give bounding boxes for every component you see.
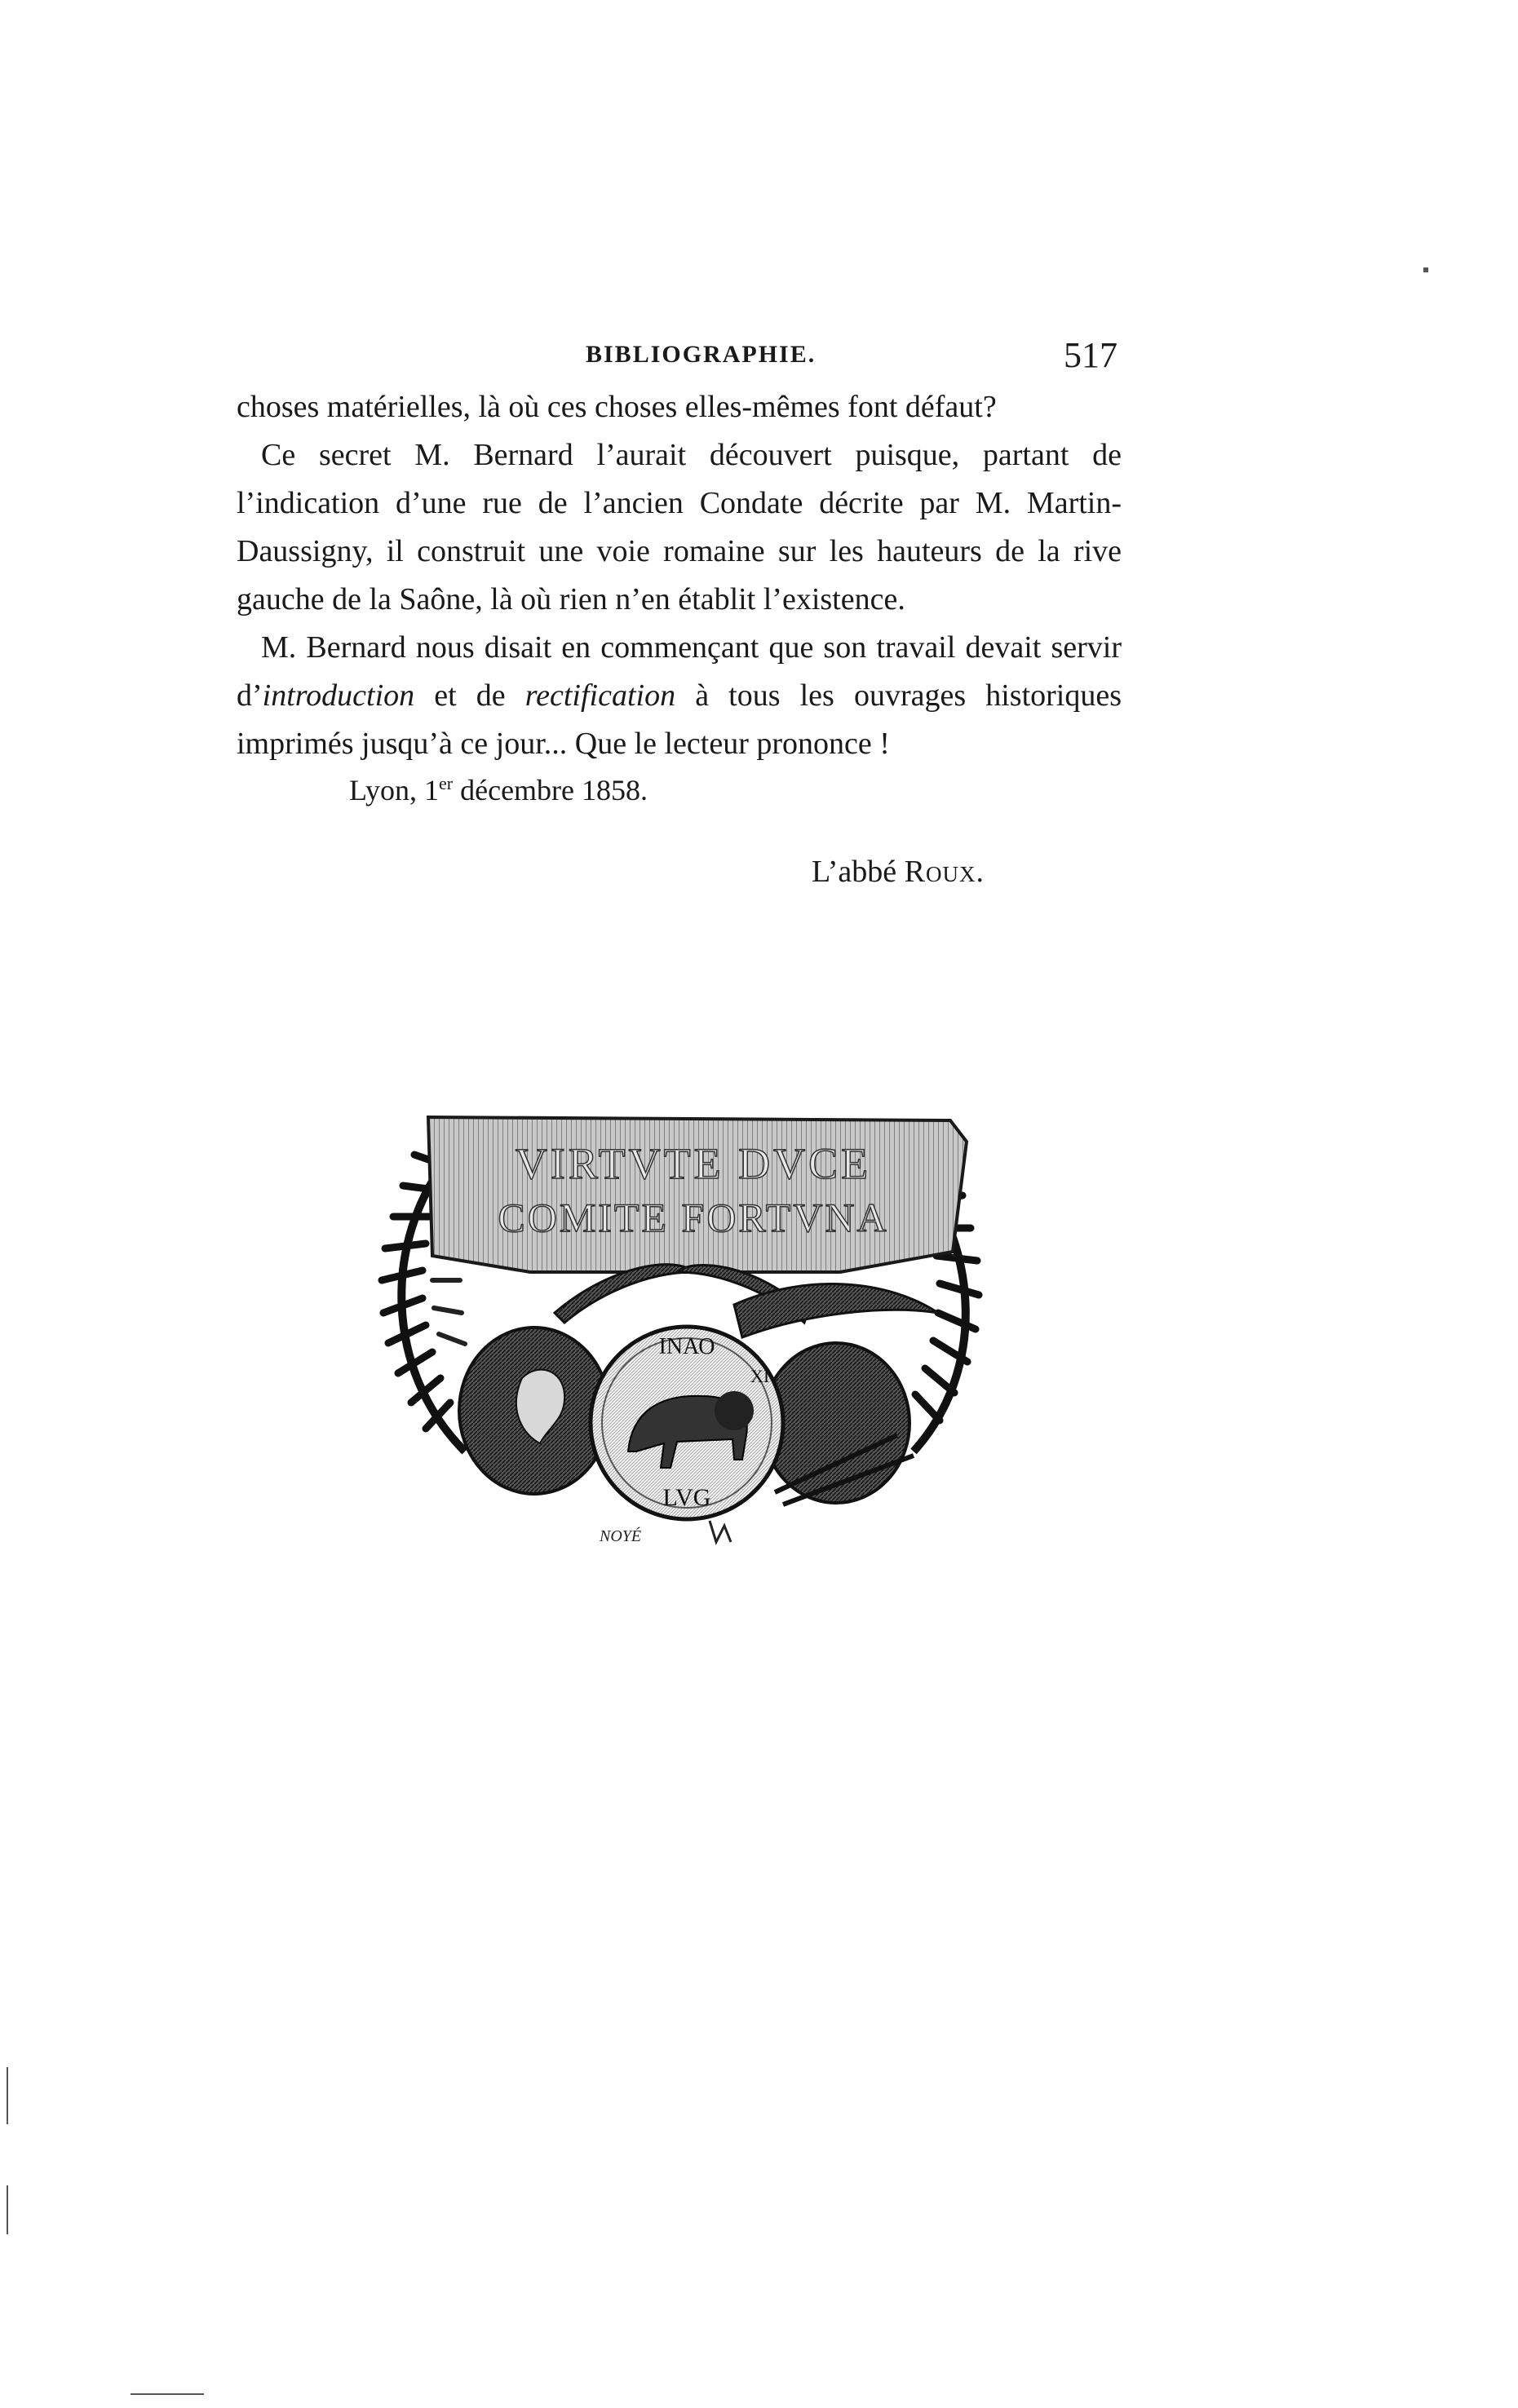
left-medallion-bust [459,1328,609,1494]
dateline [349,773,648,807]
paragraph-conclusion-part-2: et de [414,678,525,713]
body-text [237,383,1122,768]
tablet-inscription-line-1: VIRTVTE DVCE [515,1139,872,1188]
running-head [237,334,1117,383]
page-number: 517 [1064,335,1117,375]
engraver-signature: NOYÉ [600,1527,642,1545]
right-medallion [763,1343,914,1504]
emphasis-introduction: introduction [262,678,415,713]
paragraph-conclusion [237,624,1122,768]
paragraph-conclusion-part-1: M. Bernard nous disait en commençant que son travail devait servir d’ [237,630,1122,713]
scan-margin-line [7,2185,8,2234]
vignette-engraving [351,1109,1020,1549]
scan-speck [1423,267,1428,272]
signature-name: Roux. [904,855,985,889]
signature-prefix: L’abbé [812,855,905,889]
lower-palm-leaves [555,1265,938,1337]
dateline-date: décembre 1858. [453,774,648,806]
emphasis-rectification: rectification [524,678,676,713]
coin-legend-top: ΙΝΑΟ [658,1334,715,1359]
dateline-ordinal: er [439,773,454,793]
paragraph-continuation: choses matérielles, là où ces choses elles-mêmes font défaut? [237,390,997,424]
scan-margin-line [7,2067,8,2124]
vignette-svg [351,1109,1020,1549]
tablet-inscription-line-2: COMITE FORTVNA [498,1195,889,1240]
scan-bottom-mark [131,2393,204,2395]
dateline-place: Lyon, 1 [349,774,440,806]
coin-legend-bottom: LVG [662,1484,711,1511]
inscribed-stone-tablet [428,1117,967,1272]
paragraph-conclusion-part-3: à tous les ouvrages historiques imprimés jusqu’à ce jour... Que le lecteur prononce ! [237,678,1122,761]
engraver-monogram [710,1521,731,1542]
central-coin-lion [591,1327,783,1519]
coin-legend-side: XI [750,1366,770,1386]
paragraph-secret: Ce secret M. Bernard l’aurait découvert puisque, partant de l’indication d’une rue de l’ancien Condate décrite par M. Martin-Daussigny, il construit une voie romaine sur les hauteurs de la rive gauche de la Saône, là où rien n’en établit l’existence. [237,438,1122,616]
running-title: BIBLIOGRAPHIE. [586,341,817,368]
signature [812,854,985,890]
